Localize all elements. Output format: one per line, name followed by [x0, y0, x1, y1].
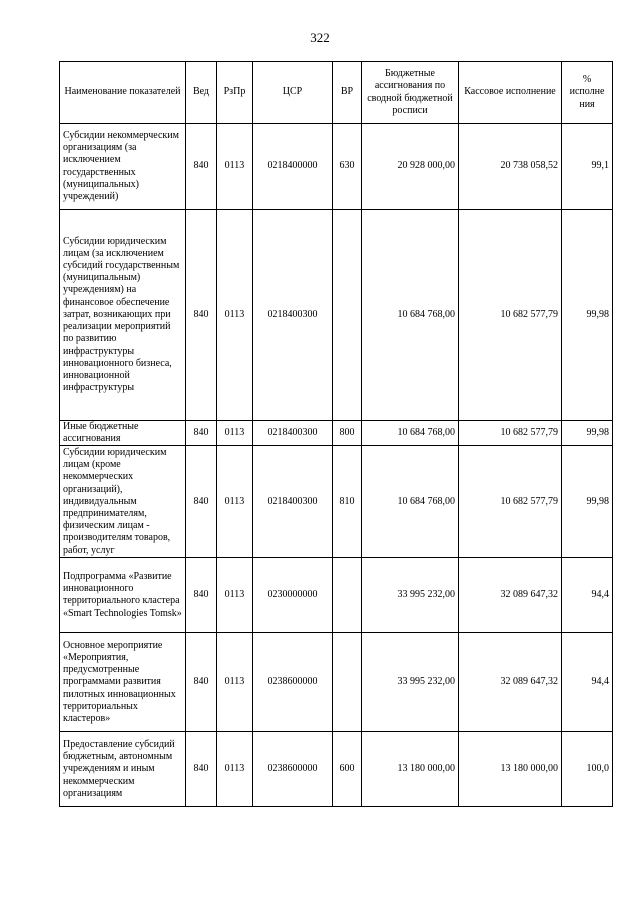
cell-vr: 800 — [333, 421, 362, 446]
cell-vr — [333, 558, 362, 633]
cell-executed: 10 682 577,79 — [459, 446, 562, 558]
cell-ved: 840 — [186, 732, 217, 807]
table-row — [60, 124, 613, 210]
cell-name: Субсидии юридическим лицам (за исключением субсидий государственным (муниципальным) учреждениям) на финансовое обеспечение затрат, возникающих при реализации мероприятий по развитию инфраструктуры инновационного бизнеса, инновационной инфраструктуры — [60, 210, 186, 421]
cell-percent: 94,4 — [562, 633, 613, 732]
page-number: 322 — [310, 30, 330, 45]
cell-ved: 840 — [186, 421, 217, 446]
cell-executed: 13 180 000,00 — [459, 732, 562, 807]
cell-name: Подпрограмма «Развитие инновационного территориального кластера «Smart Technologies Tomsk» — [60, 558, 186, 633]
cell-csr: 0218400000 — [253, 124, 333, 210]
cell-csr: 0218400300 — [253, 421, 333, 446]
table-row — [60, 633, 613, 732]
header-assigned: Бюджетные ассигнования по сводной бюджетной росписи — [362, 62, 459, 124]
cell-percent: 100,0 — [562, 732, 613, 807]
cell-executed: 32 089 647,32 — [459, 558, 562, 633]
header-executed: Кассовое исполнение — [459, 62, 562, 124]
cell-csr: 0218400300 — [253, 446, 333, 558]
table-row — [60, 732, 613, 807]
cell-percent: 99,98 — [562, 421, 613, 446]
cell-name: Субсидии юридическим лицам (кроме некоммерческих организаций), индивидуальным предпринимателям, физическим лицам - производителям товаров, работ, услуг — [60, 446, 186, 558]
cell-ved: 840 — [186, 633, 217, 732]
cell-rzpr: 0113 — [217, 124, 253, 210]
cell-rzpr: 0113 — [217, 633, 253, 732]
cell-assigned: 10 684 768,00 — [362, 421, 459, 446]
cell-assigned: 10 684 768,00 — [362, 210, 459, 421]
cell-csr: 0218400300 — [253, 210, 333, 421]
table-row — [60, 558, 613, 633]
table-row — [60, 421, 613, 446]
cell-vr: 600 — [333, 732, 362, 807]
cell-ved: 840 — [186, 124, 217, 210]
cell-rzpr: 0113 — [217, 446, 253, 558]
cell-csr: 0238600000 — [253, 633, 333, 732]
cell-assigned: 20 928 000,00 — [362, 124, 459, 210]
cell-percent: 99,98 — [562, 446, 613, 558]
cell-ved: 840 — [186, 210, 217, 421]
cell-percent: 99,1 — [562, 124, 613, 210]
cell-name: Субсидии некоммерческим организациям (за исключением государственных (муниципальных) учреждений) — [60, 124, 186, 210]
table-row — [60, 446, 613, 558]
table-row — [60, 210, 613, 421]
cell-ved: 840 — [186, 558, 217, 633]
cell-vr — [333, 633, 362, 732]
cell-executed: 32 089 647,32 — [459, 633, 562, 732]
cell-rzpr: 0113 — [217, 732, 253, 807]
header-csr: ЦСР — [253, 62, 333, 124]
cell-rzpr: 0113 — [217, 210, 253, 421]
header-name: Наименование показателей — [60, 62, 186, 124]
header-percent: % исполне ния — [562, 62, 613, 124]
cell-name: Иные бюджетные ассигнования — [60, 421, 186, 446]
cell-vr — [333, 210, 362, 421]
cell-ved: 840 — [186, 446, 217, 558]
cell-csr: 0230000000 — [253, 558, 333, 633]
cell-assigned: 33 995 232,00 — [362, 633, 459, 732]
cell-executed: 10 682 577,79 — [459, 421, 562, 446]
cell-vr: 630 — [333, 124, 362, 210]
cell-executed: 20 738 058,52 — [459, 124, 562, 210]
cell-vr: 810 — [333, 446, 362, 558]
cell-name: Основное мероприятие «Мероприятия, предусмотренные программами развития пилотных инновационных территориальных кластеров» — [60, 633, 186, 732]
cell-assigned: 33 995 232,00 — [362, 558, 459, 633]
cell-percent: 99,98 — [562, 210, 613, 421]
header-row — [60, 62, 613, 124]
cell-percent: 94,4 — [562, 558, 613, 633]
header-vr: ВР — [333, 62, 362, 124]
header-rzpr: РзПр — [217, 62, 253, 124]
table-body — [60, 124, 613, 807]
table-header — [60, 62, 613, 124]
cell-csr: 0238600000 — [253, 732, 333, 807]
header-ved: Вед — [186, 62, 217, 124]
cell-name: Предоставление субсидий бюджетным, автономным учреждениям и иным некоммерческим организациям — [60, 732, 186, 807]
cell-assigned: 13 180 000,00 — [362, 732, 459, 807]
cell-rzpr: 0113 — [217, 421, 253, 446]
cell-executed: 10 682 577,79 — [459, 210, 562, 421]
budget-table — [59, 61, 613, 807]
cell-assigned: 10 684 768,00 — [362, 446, 459, 558]
cell-rzpr: 0113 — [217, 558, 253, 633]
